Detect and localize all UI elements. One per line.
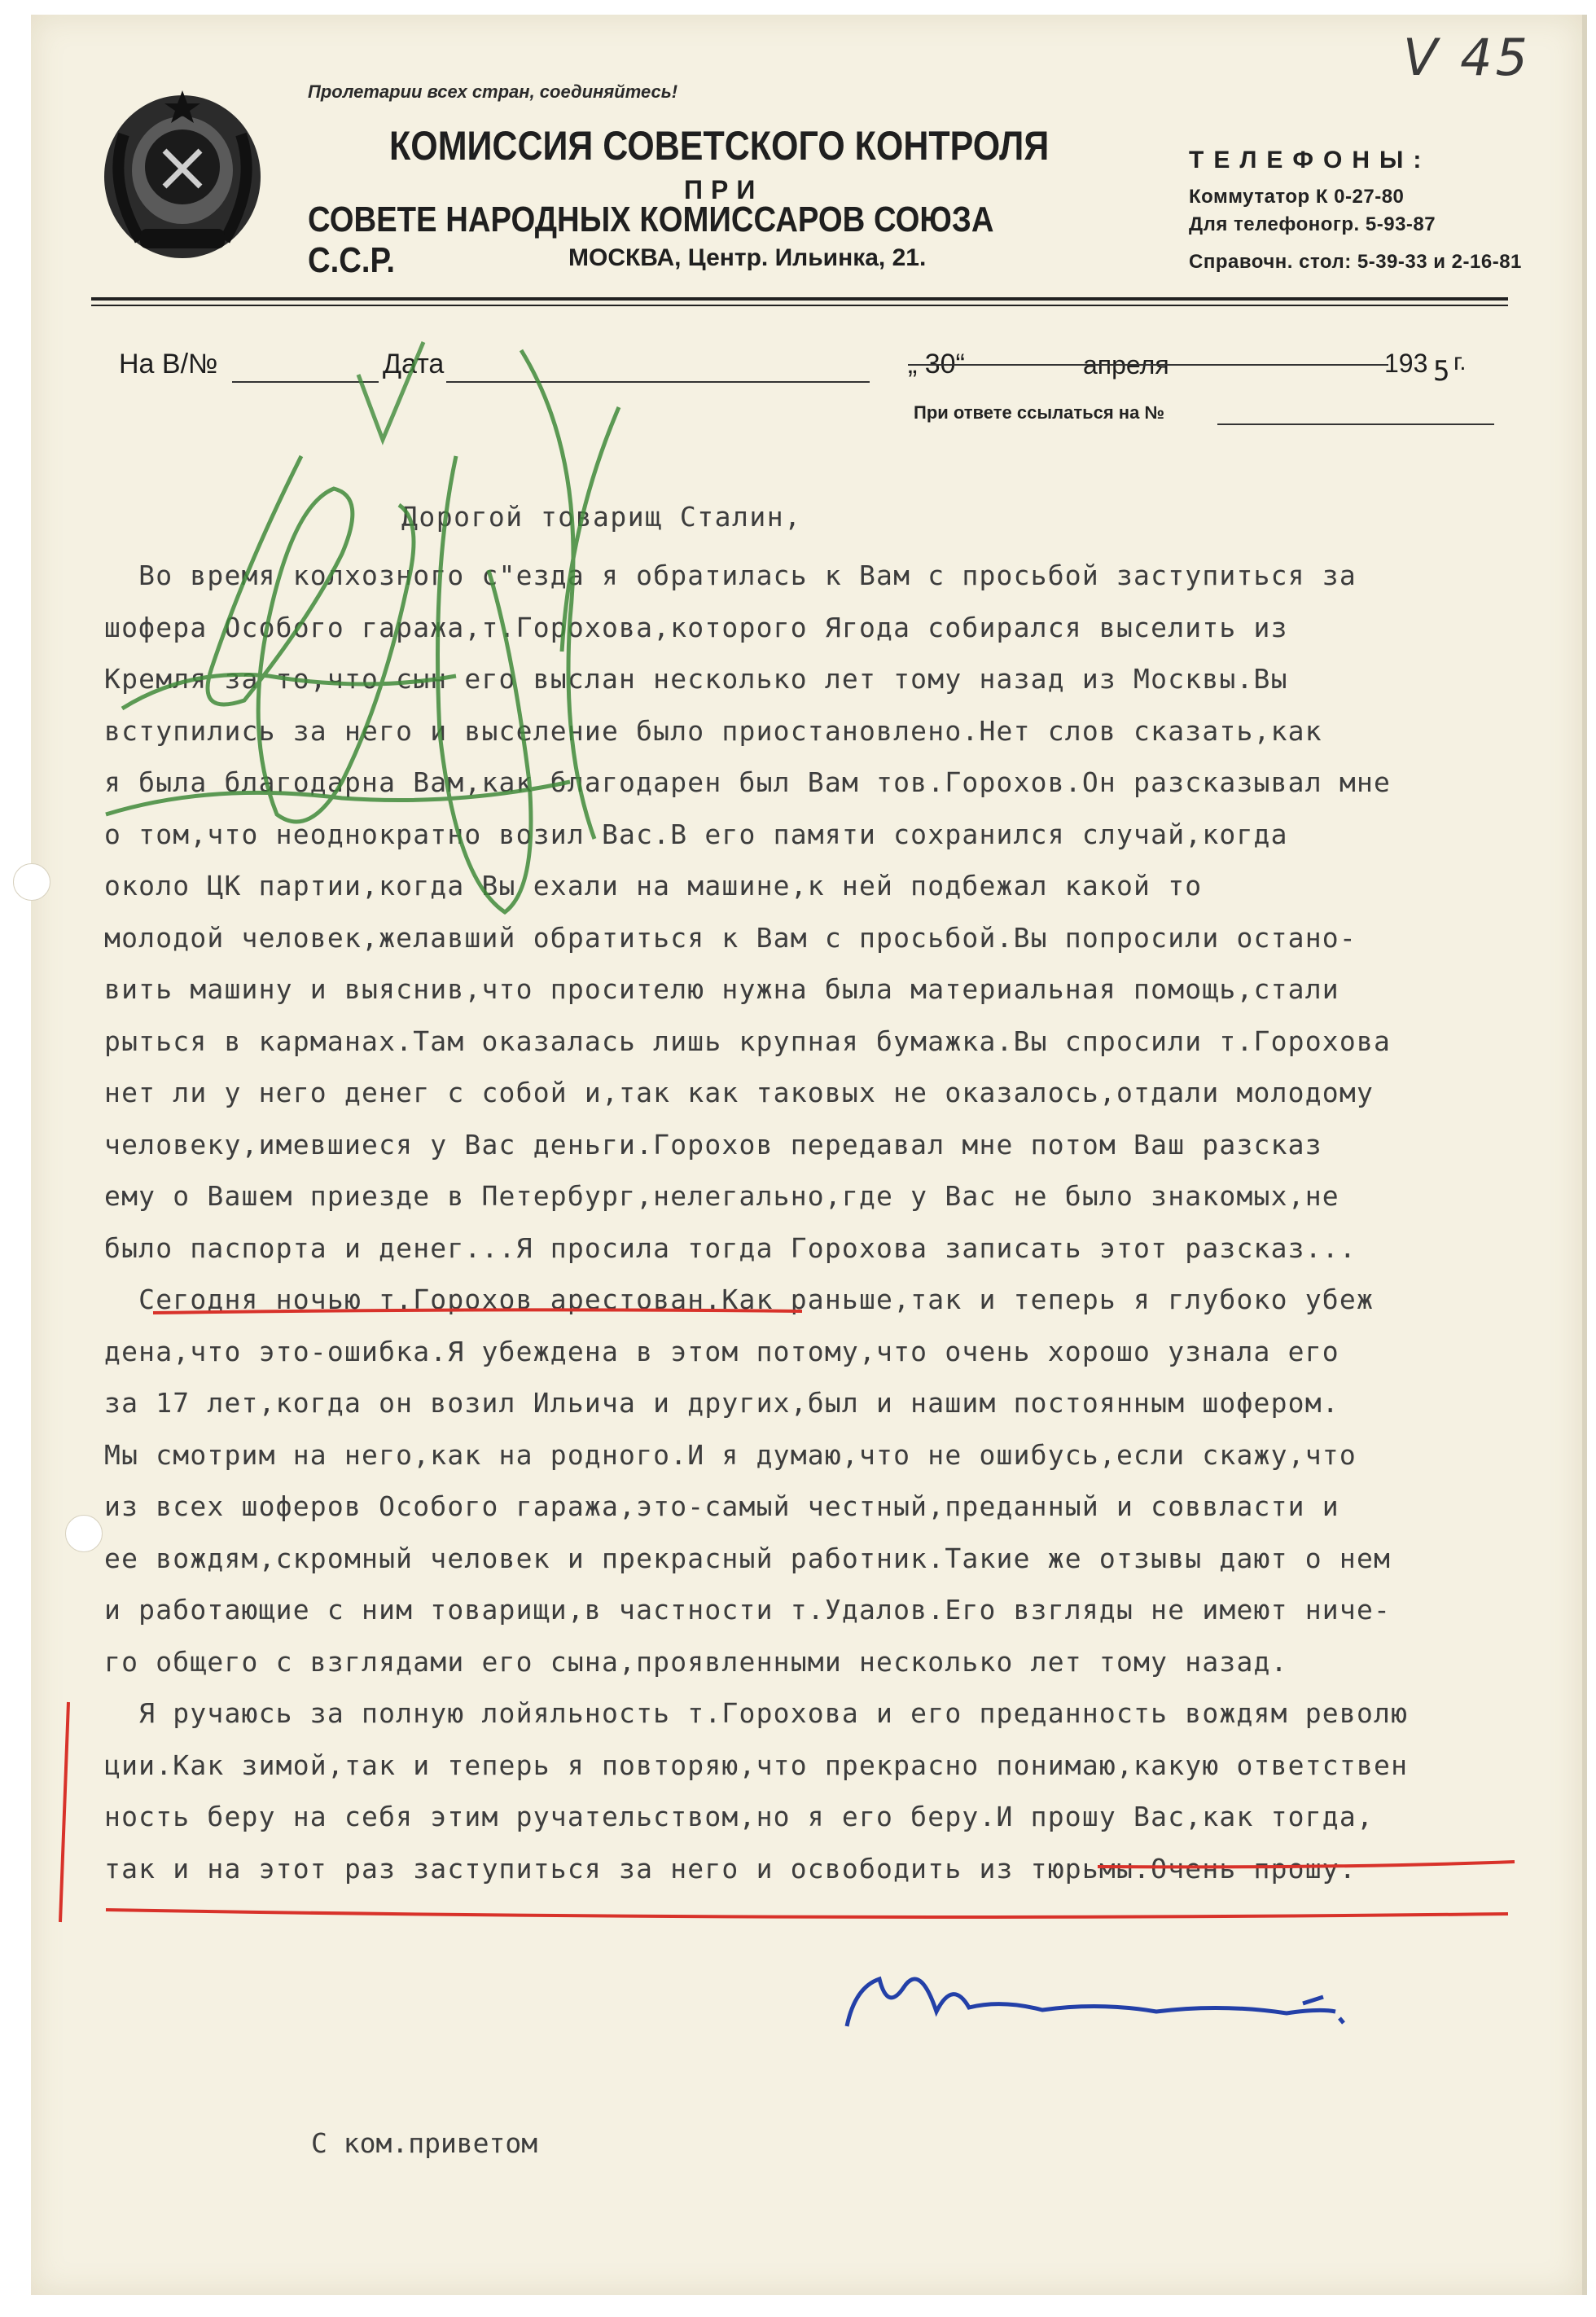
date-month: апреля [1083, 350, 1169, 380]
punch-hole-bottom [65, 1515, 103, 1552]
closing: С ком.приветом [311, 2127, 538, 2159]
reply-note: При ответе ссылаться на № [914, 402, 1164, 423]
date-year: 193 [1384, 349, 1428, 378]
letter-line: молодой человек,желавший обратиться к Вам с просьбой.Вы попросили остано- [104, 921, 1357, 954]
letter-line: ему о Вашем приезде в Петербург,нелегально,где у Вас не было знакомых,не [104, 1180, 1340, 1212]
letter-line: о том,что неоднократно возил Вас.В его памяти сохранился случай,когда [104, 818, 1288, 850]
letter-line: вить машину и выяснив,что просителю нужна была материальная помощь,стали [104, 973, 1340, 1005]
reply-line [1217, 423, 1494, 425]
phone-line: Справочн. стол: 5-39-33 и 2-16-81 [1189, 251, 1522, 273]
org-name-line1: КОМИССИЯ СОВЕТСКОГО КОНТРОЛЯ [389, 123, 1050, 169]
slogan: Пролетарии всех стран, соединяйтесь! [308, 81, 678, 102]
letter-line: Кремля за то,что сын его выслан несколько лет тому назад из Москвы.Вы [104, 663, 1288, 695]
letter-line: вступились за него и выселение было приостановлено.Нет слов сказать,как [104, 714, 1322, 747]
letter-line: около ЦК партии,когда Вы ехали на машине,к ней подбежал какой то [104, 870, 1203, 902]
phone-line: Для телефоногр. 5-93-87 [1189, 213, 1436, 235]
header-rule [91, 297, 1508, 301]
archive-number: V 45 [1402, 28, 1531, 87]
phones-title: ТЕЛЕФОНЫ: [1189, 147, 1432, 173]
letter-line: Мы смотрим на него,как на родного.И я думаю,что не ошибусь,если скажу,что [104, 1438, 1357, 1471]
letter-line: я была благодарна Вам,как благодарен был Вам тов.Горохов.Он разсказывал мне [104, 766, 1392, 798]
date-line [908, 364, 1388, 366]
your-ref-line [232, 381, 379, 383]
date-day: „ 30“ [908, 349, 965, 380]
letter-line: нет ли у него денег с собой и,так как таковых не оказалось,отдали молодому [104, 1077, 1375, 1108]
letter-line: было паспорта и денег...Я просила тогда Горохова записать этот разсказ... [104, 1231, 1357, 1264]
letter-line: ее вождям,скромный человек и прекрасный работник.Такие же отзывы дают о нем [104, 1542, 1392, 1574]
letter-line: Во время колхозного с"езда я обратилась к Вам с просьбой заступиться за [104, 560, 1357, 591]
phone-block [1189, 147, 1522, 274]
letter-line: го общего с взглядами его сына,проявленными несколько лет тому назад. [104, 1645, 1288, 1678]
letter-line: ции.Как зимой,так и теперь я повторяю,что прекрасно понимаю,какую ответствен [104, 1749, 1409, 1781]
header-rule-thin [91, 305, 1508, 306]
punch-hole-top [13, 863, 50, 901]
letter-line: так и на этот раз заступиться за него и освободить из тюрьмы.Очень прошу. [104, 1852, 1357, 1885]
letter-line: Сегодня ночью т.Горохов арестован.Как раньше,так и теперь я глубоко убеж [104, 1284, 1375, 1315]
org-address: МОСКВА, Центр. Ильинка, 21. [568, 244, 927, 271]
letter-line: дена,что это-ошибка.Я убеждена в этом потому,что очень хорошо узнала его [104, 1335, 1340, 1367]
date-label: Дата [383, 349, 445, 380]
state-emblem-icon [91, 86, 274, 270]
letter-line: и работающие с ним товарищи,в частности т.Удалов.Его взгляды не имеют ниче- [104, 1594, 1392, 1626]
letter-line: Я ручаюсь за полную лойяльность т.Горохова и его преданность вождям револю [104, 1697, 1409, 1729]
letter-line: из всех шоферов Особого гаража,это-самый честный,преданный и соввласти и [104, 1490, 1340, 1522]
letter-line: ность беру на себя этим ручательством,но я его беру.И прошу Вас,как тогда, [104, 1801, 1375, 1832]
letter-line: за 17 лет,когда он возил Ильича и других,был и нашим постоянным шофером. [104, 1387, 1340, 1419]
salutation: Дорогой товарищ Сталин, [401, 501, 802, 533]
phone-line: Коммутатор К 0-27-80 [1189, 186, 1405, 208]
org-name-line3: СОВЕТЕ НАРОДНЫХ КОМИССАРОВ СОЮЗА С.С.Р. [308, 200, 994, 280]
org-name-line2: ПРИ [684, 175, 764, 204]
letter-body [104, 560, 1570, 1904]
letter-line: человеку,имевшиеся у Вас деньги.Горохов передавал мне потом Ваш разсказ [104, 1128, 1322, 1161]
date-year-unit: г. [1454, 349, 1467, 375]
letter-line: шофера Особого гаража,т.Горохова,которого Ягода собирался выселить из [104, 611, 1288, 643]
date-year-suffix: 5 [1433, 355, 1450, 388]
letter-line: рыться в карманах.Там оказалась лишь крупная бумажка.Вы спросили т.Горохова [104, 1025, 1392, 1057]
date-label-line [446, 381, 870, 383]
your-ref-label: На В/№ [119, 349, 218, 380]
